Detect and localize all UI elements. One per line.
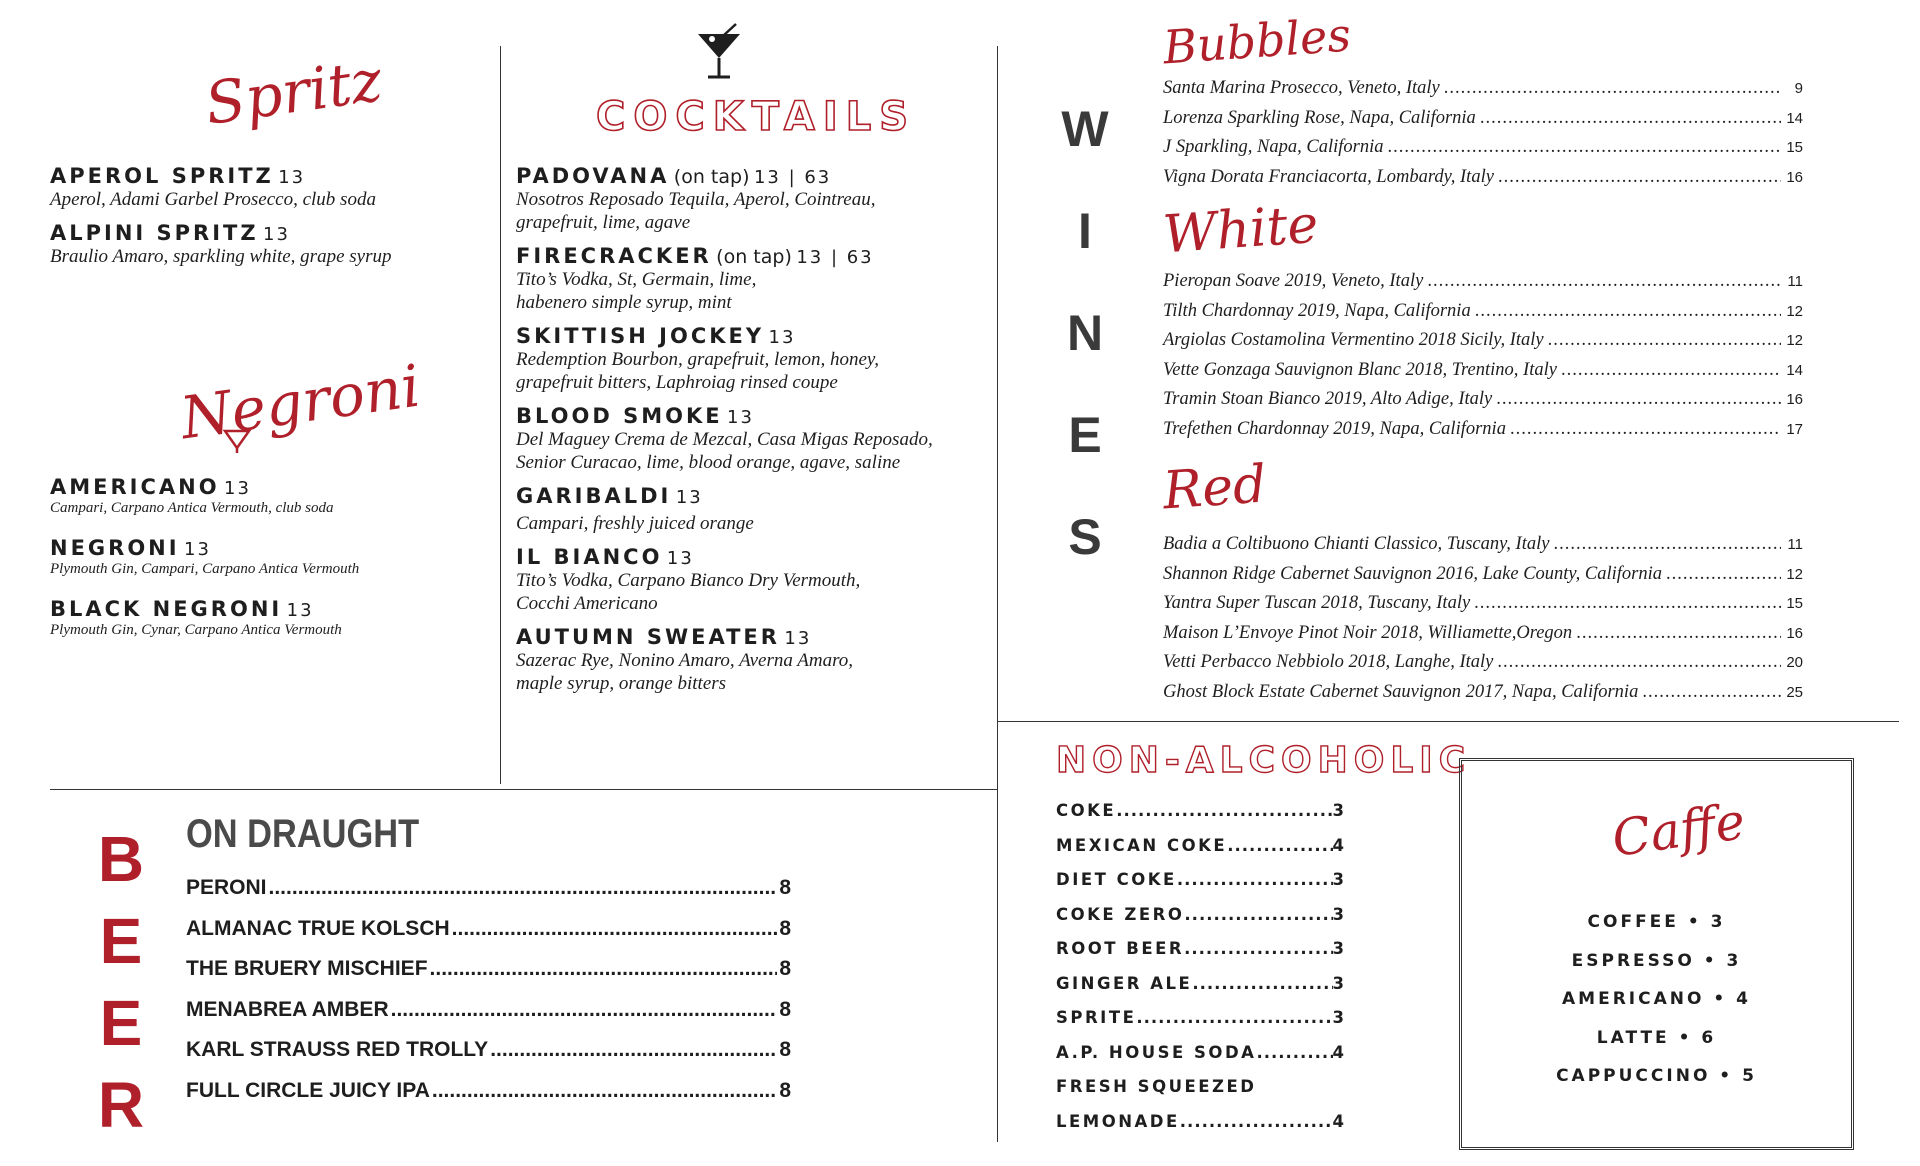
wines-vertical-title (1060, 78, 1110, 588)
spritz-title: Spritz (201, 46, 386, 138)
menu-item (516, 625, 991, 695)
menu-item (516, 404, 991, 474)
wine-row (1163, 415, 1803, 445)
item-price: 13 (263, 224, 290, 245)
divider-beer-top (50, 789, 998, 790)
item-name: BLACK NEGRONI (50, 597, 283, 621)
item-name: FIRECRACKER (516, 244, 712, 268)
beer-row (186, 990, 791, 1031)
beer-name: ALMANAC TRUE KOLSCH (186, 916, 450, 940)
drink-price: 3 (1332, 801, 1344, 820)
drink-row (1056, 829, 1344, 864)
beer-price: 8 (779, 957, 791, 980)
item-price: 13 (768, 327, 796, 348)
caffe-item: ESPRESSO • 3 (1571, 950, 1742, 971)
item-price: 13 (184, 539, 211, 560)
drink-row (1056, 1036, 1344, 1071)
menu-item (50, 536, 490, 578)
menu-item (516, 545, 991, 615)
item-name: ALPINI SPRITZ (50, 221, 259, 245)
wine-row (1163, 648, 1803, 678)
wine-row (1163, 326, 1803, 356)
beer-price: 8 (779, 876, 791, 899)
menu-item (516, 244, 991, 314)
drink-name: MEXICAN COKE (1056, 835, 1228, 855)
menu-item (50, 475, 490, 517)
divider-spritz-cocktails (500, 46, 501, 784)
item-description: grapefruit, lime, agave (516, 212, 691, 233)
item-description: Aperol, Adami Garbel Prosecco, club soda (50, 189, 376, 210)
wine-price: 17 (1786, 420, 1803, 438)
beer-list (186, 868, 791, 1111)
wine-row (1163, 267, 1803, 297)
wines-letter: N (1066, 305, 1104, 361)
item-description: Del Maguey Crema de Mezcal, Casa Migas Reposado, (516, 429, 933, 450)
wine-name: Santa Marina Prosecco, Veneto, Italy (1163, 78, 1440, 98)
wines-letter: S (1068, 509, 1102, 565)
beer-row (186, 1071, 791, 1112)
item-price: 13 (278, 167, 306, 188)
item-price: 13 (727, 407, 754, 428)
wine-name: Maison L’Envoye Pinot Noir 2018, Williamette,Oregon (1163, 622, 1573, 643)
wine-price: 16 (1786, 391, 1803, 408)
item-description: Campari, freshly juiced orange (516, 513, 754, 534)
item-description: Plymouth Gin, Cynar, Carpano Antica Vermouth (50, 622, 342, 638)
cocktails-list (516, 164, 991, 705)
wine-price: 25 (1786, 683, 1803, 701)
item-description: Nosotros Reposado Tequila, Aperol, Cointreau, (516, 189, 876, 210)
triangle-glass-icon (222, 428, 252, 454)
bubbles-list (1163, 74, 1803, 192)
item-price: 13 (666, 548, 694, 569)
caffe-item: AMERICANO • 4 (1562, 989, 1751, 1009)
drink-row (1056, 898, 1344, 933)
item-description: Plymouth Gin, Campari, Carpano Antica Vermouth (50, 561, 360, 577)
drink-price: 4 (1332, 835, 1344, 855)
item-name: IL BIANCO (516, 545, 663, 569)
drink-name: A.P. HOUSE SODA (1056, 1042, 1257, 1062)
item-description: Sazerac Rye, Nonino Amaro, Averna Amaro, (516, 650, 854, 671)
item-description: grapefruit bitters, Laphroiag rinsed coupe (516, 372, 838, 393)
item-description: Cocchi Americano (516, 593, 658, 614)
drink-name: COKE (1056, 801, 1117, 820)
wine-name: Ghost Block Estate Cabernet Sauvignon 2017, Napa, California (1163, 681, 1639, 702)
wine-row (1163, 560, 1803, 590)
wine-row (1163, 133, 1803, 163)
menu-item (516, 484, 991, 535)
wine-row (1163, 297, 1803, 327)
beer-letter: E (99, 905, 143, 977)
wine-name: Pieropan Soave 2019, Veneto, Italy (1163, 271, 1424, 291)
drink-name: ROOT BEER (1056, 939, 1185, 958)
wine-row (1163, 589, 1803, 619)
beer-name: KARL STRAUSS RED TROLLY (186, 1038, 489, 1061)
item-name: BLOOD SMOKE (516, 404, 723, 428)
drink-row (1056, 932, 1344, 967)
item-description: Senior Curacao, lime, blood orange, agave, saline (516, 452, 901, 473)
drink-price: 3 (1332, 1008, 1344, 1027)
wine-row (1163, 619, 1803, 649)
wine-name: Argiolas Costamolina Vermentino 2018 Sicily, Italy (1163, 330, 1544, 350)
item-price: 13 (675, 487, 703, 508)
wine-row (1163, 678, 1803, 708)
wine-row (1163, 74, 1803, 104)
wine-row (1163, 530, 1803, 560)
bubbles-title: Bubbles (1161, 7, 1353, 75)
caffe-title: Caffe (1608, 792, 1749, 868)
wine-price: 15 (1786, 139, 1803, 156)
beer-letter: B (97, 823, 145, 895)
beer-name: MENABREA AMBER (186, 997, 389, 1021)
menu-item (516, 164, 991, 234)
item-name: GARIBALDI (516, 484, 672, 508)
wine-name: Shannon Ridge Cabernet Sauvignon 2016, Lake County, California (1163, 563, 1662, 584)
item-name: SKITTISH JOCKEY (516, 324, 765, 348)
beer-name: FULL CIRCLE JUICY IPA (186, 1078, 430, 1102)
item-description: maple syrup, orange bitters (516, 673, 727, 694)
item-description: Campari, Carpano Antica Vermouth, club soda (50, 500, 334, 516)
divider-cocktails-wines (997, 46, 998, 1142)
beer-letter: E (99, 987, 143, 1059)
menu-item (516, 324, 991, 394)
item-note: (on tap) (673, 166, 750, 188)
wine-name: Badia a Coltibuono Chianti Classico, Tuscany, Italy (1163, 534, 1550, 554)
drink-name: GINGER ALE (1056, 973, 1193, 993)
beer-row (186, 868, 791, 909)
wine-price: 9 (1794, 80, 1803, 97)
drink-price: 4 (1332, 1042, 1344, 1062)
menu-item (50, 221, 490, 268)
wine-name: Vetti Perbacco Nebbiolo 2018, Langhe, Italy (1163, 652, 1494, 672)
wine-name: J Sparkling, Napa, California (1163, 137, 1384, 157)
caffe-item: COFFEE • 3 (1587, 912, 1726, 932)
wine-row (1163, 356, 1803, 386)
wine-price: 12 (1786, 332, 1803, 349)
drink-name: SPRITE (1056, 1008, 1137, 1027)
drink-name: DIET COKE (1056, 870, 1177, 889)
wine-row (1163, 104, 1803, 134)
wines-letter: E (1068, 407, 1102, 463)
caffe-box (1459, 758, 1854, 1150)
beer-price: 8 (779, 1038, 791, 1061)
wine-price: 14 (1786, 109, 1803, 127)
wine-price: 20 (1786, 654, 1803, 671)
beer-row (186, 909, 791, 950)
martini-glass-icon (694, 22, 744, 80)
drink-row (1056, 1070, 1344, 1105)
drink-row (1056, 967, 1344, 1002)
item-description: habenero simple syrup, mint (516, 292, 732, 313)
red-title: Red (1161, 454, 1269, 522)
wines-letter: W (1061, 101, 1109, 157)
negroni-title: Negroni (176, 351, 425, 453)
white-list (1163, 267, 1803, 444)
item-name: AMERICANO (50, 475, 220, 499)
beer-title: ON DRAUGHT (186, 812, 420, 856)
spritz-list (50, 164, 490, 278)
white-title: White (1161, 194, 1321, 266)
wine-price: 16 (1786, 624, 1803, 642)
beer-price: 8 (779, 997, 791, 1021)
wine-name: Vigna Dorata Franciacorta, Lombardy, Italy (1163, 166, 1494, 187)
wine-name: Lorenza Sparkling Rose, Napa, California (1163, 107, 1476, 128)
item-description: Tito’s Vodka, St, Germain, lime, (516, 269, 757, 290)
drink-row (1056, 1001, 1344, 1036)
cocktails-title: COCKTAILS (596, 94, 917, 140)
menu-item (50, 597, 490, 639)
wine-price: 12 (1786, 565, 1803, 583)
non-alcoholic-title: NON-ALCOHOLIC (1056, 740, 1472, 781)
item-price: 13 (286, 600, 314, 621)
drink-name: LEMONADE (1056, 1111, 1180, 1131)
item-name: APEROL SPRITZ (50, 164, 274, 188)
item-note: (on tap) (716, 246, 792, 268)
drink-price: 3 (1332, 904, 1344, 924)
item-description: Braulio Amaro, sparkling white, grape syrup (50, 246, 392, 267)
beer-name: THE BRUERY MISCHIEF (186, 957, 428, 980)
beer-row (186, 949, 791, 990)
wine-price: 15 (1786, 595, 1803, 612)
item-price: 13 (224, 478, 251, 499)
negroni-list (50, 475, 490, 649)
wine-name: Tramin Stoan Bianco 2019, Alto Adige, Italy (1163, 389, 1493, 409)
beer-row (186, 1030, 791, 1071)
wine-price: 11 (1787, 536, 1803, 553)
drink-price: 3 (1332, 973, 1344, 993)
wine-name: Trefethen Chardonnay 2019, Napa, California (1163, 418, 1506, 439)
wine-price: 14 (1786, 361, 1803, 379)
menu-item (50, 164, 490, 211)
red-list (1163, 530, 1803, 707)
wine-price: 11 (1787, 273, 1803, 290)
wine-name: Yantra Super Tuscan 2018, Tuscany, Italy (1163, 593, 1471, 613)
beer-letter: R (97, 1069, 145, 1141)
drink-price: 3 (1332, 939, 1344, 958)
wine-price: 12 (1786, 302, 1803, 320)
wine-row (1163, 385, 1803, 415)
item-description: Redemption Bourbon, grapefruit, lemon, honey, (516, 349, 880, 370)
drink-price: 4 (1332, 1111, 1344, 1131)
wine-row (1163, 163, 1803, 193)
wines-letter: I (1078, 203, 1092, 259)
divider-nonalc-top (997, 721, 1899, 722)
caffe-item: CAPPUCCINO • 5 (1556, 1066, 1757, 1086)
wine-price: 16 (1786, 168, 1803, 186)
beer-price: 8 (779, 916, 791, 940)
drink-name: COKE ZERO (1056, 904, 1185, 924)
beer-name: PERONI (186, 876, 267, 899)
drink-row (1056, 863, 1344, 898)
item-name: AUTUMN SWEATER (516, 625, 780, 649)
item-name: PADOVANA (516, 164, 670, 188)
drink-row (1056, 794, 1344, 829)
non-alcoholic-list (1056, 794, 1344, 1139)
item-price: 13 (784, 628, 812, 649)
beer-price: 8 (779, 1078, 791, 1102)
item-name: NEGRONI (50, 536, 180, 560)
wine-name: Tilth Chardonnay 2019, Napa, California (1163, 300, 1471, 321)
item-price: 13 | 63 (753, 167, 832, 188)
caffe-list (1462, 903, 1851, 1096)
wine-name: Vette Gonzaga Sauvignon Blanc 2018, Trentino, Italy (1163, 359, 1557, 380)
drink-price: 3 (1332, 870, 1344, 889)
drink-name: FRESH SQUEEZED (1056, 1077, 1257, 1096)
caffe-item: LATTE • 6 (1596, 1027, 1717, 1048)
item-price: 13 | 63 (796, 247, 874, 268)
item-description: Tito’s Vodka, Carpano Bianco Dry Vermouth, (516, 570, 861, 591)
drink-row (1056, 1105, 1344, 1140)
beer-vertical-title (96, 818, 146, 1146)
